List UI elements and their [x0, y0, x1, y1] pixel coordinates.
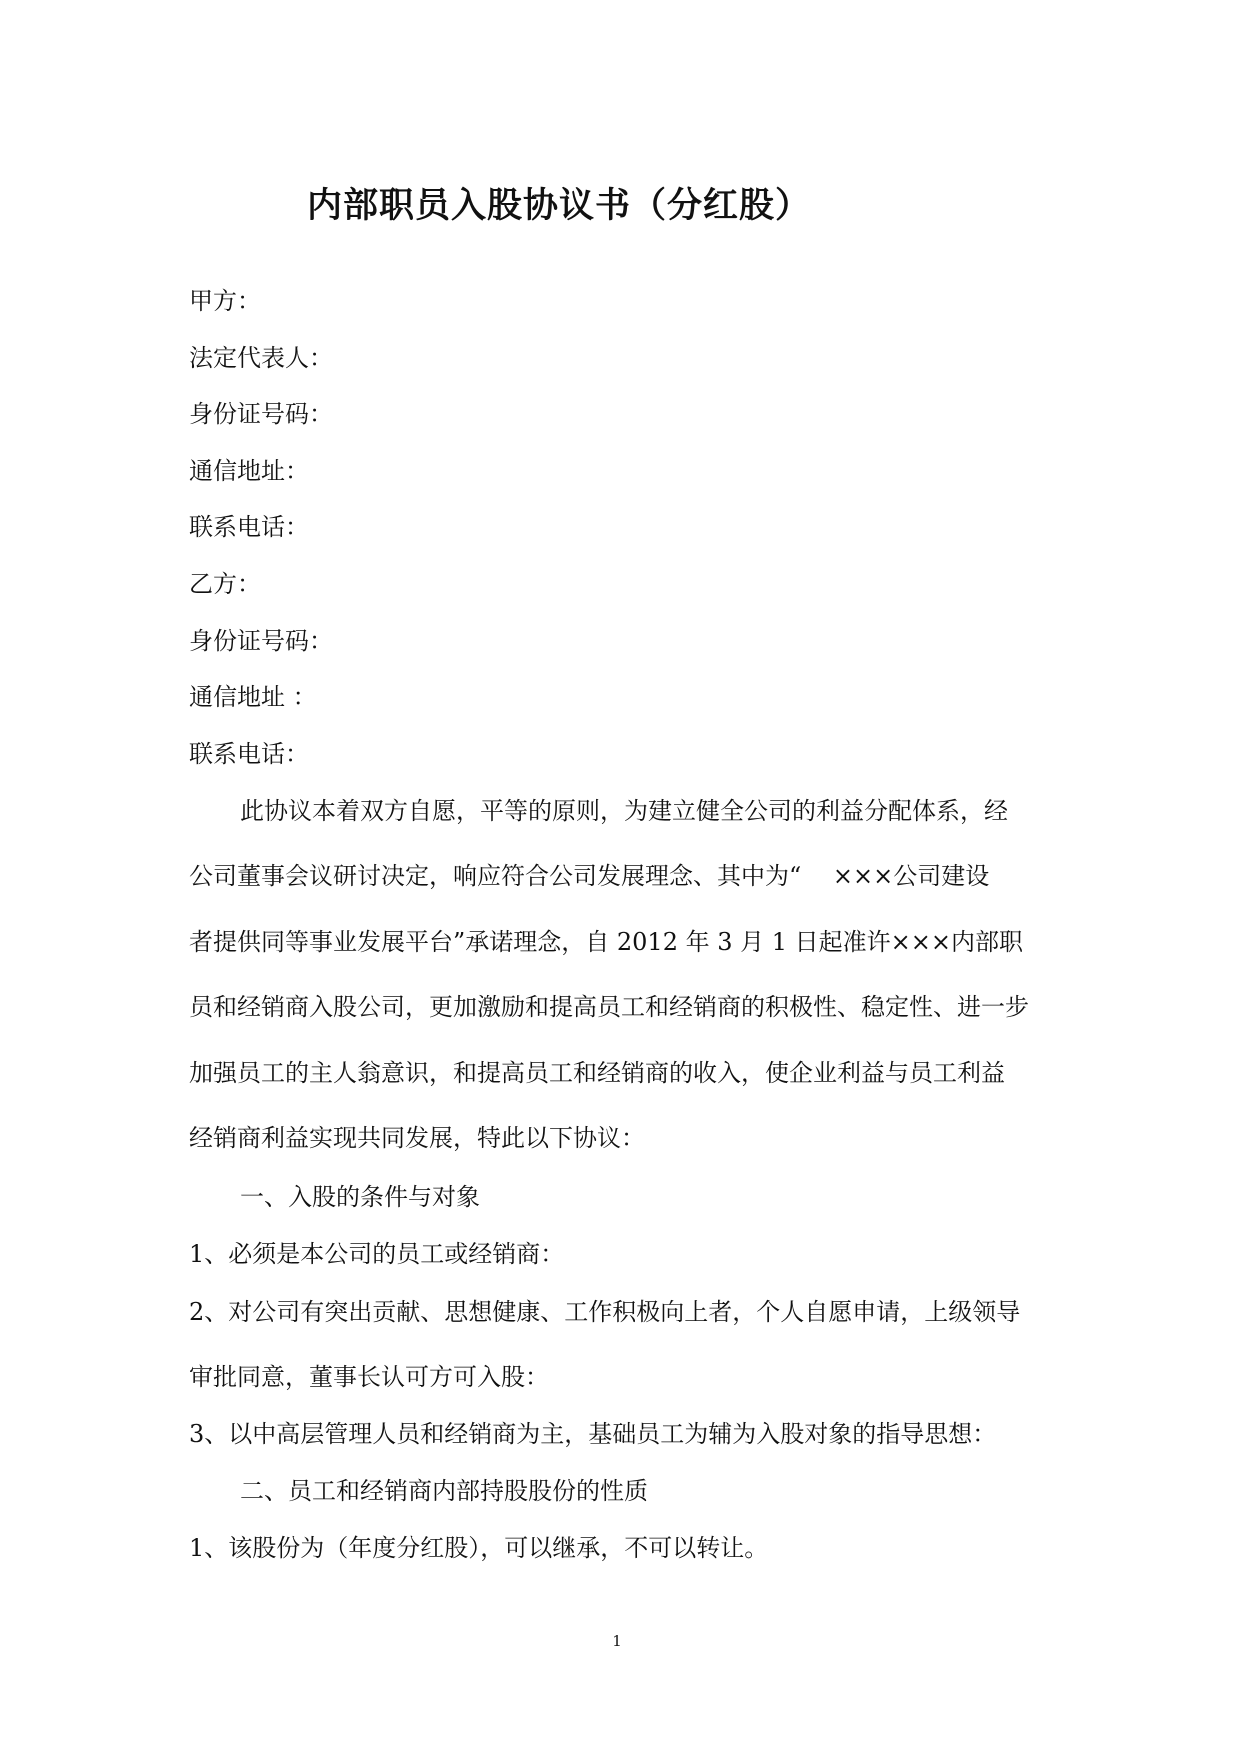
section-2-heading: 二、员工和经销商内部持股股份的性质: [240, 1477, 648, 1505]
party-b-id-number-label: 身份证号码：: [189, 627, 333, 655]
intro-line: 此协议本着双方自愿，平等的原则，为建立健全公司的利益分配体系，经: [240, 797, 1008, 825]
party-b-label: 乙方：: [189, 570, 261, 598]
page-number: 1: [612, 1632, 622, 1650]
section-1-item: 1、必须是本公司的员工或经销商：: [189, 1240, 565, 1268]
party-a-address-label: 通信地址：: [189, 457, 309, 485]
party-a-id-number-label: 身份证号码：: [189, 400, 333, 428]
party-a-phone-label: 联系电话：: [189, 513, 309, 541]
page-title: 内部职员入股协议书（分红股）: [307, 186, 812, 226]
section-1-item: 审批同意，董事长认可方可入股：: [189, 1363, 549, 1391]
intro-line: 经销商利益实现共同发展，特此以下协议：: [189, 1124, 645, 1152]
section-1-item: 2、对公司有突出贡献、思想健康、工作积极向上者，个人自愿申请，上级领导: [189, 1298, 1021, 1326]
intro-line: 员和经销商入股公司，更加激励和提高员工和经销商的积极性、稳定性、进一步: [189, 993, 1029, 1021]
intro-line: 者提供同等事业发展平台”承诺理念，自 2012 年 3 月 1 日起准许×××内部职: [189, 928, 1023, 956]
party-a-label: 甲方：: [189, 287, 261, 315]
intro-line: 加强员工的主人翁意识，和提高员工和经销商的收入，使企业利益与员工利益: [189, 1059, 1005, 1087]
party-b-address-label: 通信地址 ：: [189, 683, 317, 711]
intro-line: 公司董事会议研讨决定，响应符合公司发展理念、其中为“ ×××公司建设: [189, 862, 990, 890]
section-2-item: 1、该股份为（年度分红股），可以继承，不可以转让。: [189, 1534, 769, 1562]
party-b-phone-label: 联系电话：: [189, 740, 309, 768]
legal-representative-label: 法定代表人：: [189, 344, 333, 372]
section-1-item: 3、以中高层管理人员和经销商为主，基础员工为辅为入股对象的指导思想：: [189, 1420, 997, 1448]
section-1-heading: 一、入股的条件与对象: [240, 1183, 480, 1211]
